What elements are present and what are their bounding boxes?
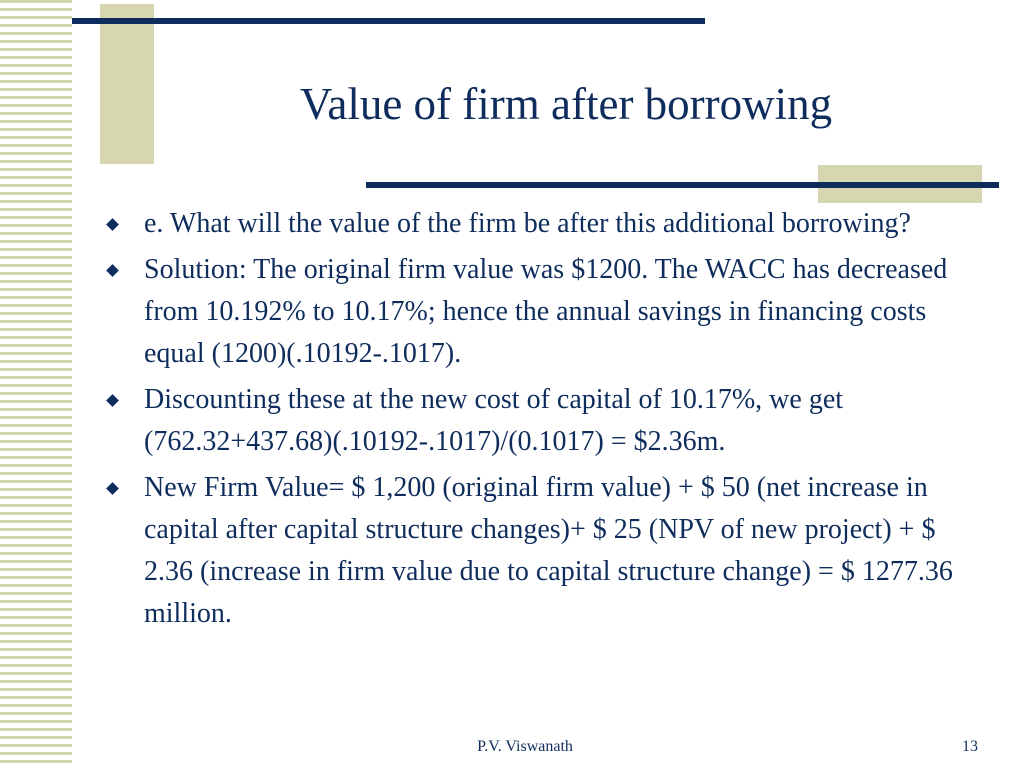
- title-bottom-rule: [366, 182, 999, 188]
- bullet-list: [104, 203, 984, 639]
- bullet-text: Solution: The original firm value was $1200. The WACC has decreased from 10.192% to 10.17%; hence the annual savings in financing costs equal (1200)(.10192-.1017).: [144, 254, 948, 369]
- bullet-text: New Firm Value= $ 1,200 (original firm value) + $ 50 (net increase in capital after capital structure changes)+ $ 25 (NPV of new project) + $ 2.36 (increase in firm value due to capital structure change) = $ 1277.36 million.: [144, 472, 953, 629]
- bullet-item: [104, 379, 984, 463]
- bullet-item: [104, 203, 984, 245]
- title-top-rule: [72, 18, 705, 24]
- bullet-text: e. What will the value of the firm be after this additional borrowing?: [144, 208, 911, 239]
- bullet-item: [104, 467, 984, 635]
- page-number: 13: [962, 738, 978, 755]
- diamond-bullet-icon: [106, 218, 119, 231]
- slide-title: Value of firm after borrowing: [299, 79, 833, 129]
- bullet-item: [104, 249, 984, 375]
- title-accent-block: [100, 4, 154, 164]
- left-stripe-decoration: [0, 0, 72, 768]
- diamond-bullet-icon: [106, 394, 119, 407]
- diamond-bullet-icon: [106, 482, 119, 495]
- footer-author: P.V. Viswanath: [477, 738, 573, 755]
- bullet-text: Discounting these at the new cost of capital of 10.17%, we get (762.32+437.68)(.10192-.1017)/(0.1017) = $2.36m.: [144, 384, 844, 457]
- diamond-bullet-icon: [106, 264, 119, 277]
